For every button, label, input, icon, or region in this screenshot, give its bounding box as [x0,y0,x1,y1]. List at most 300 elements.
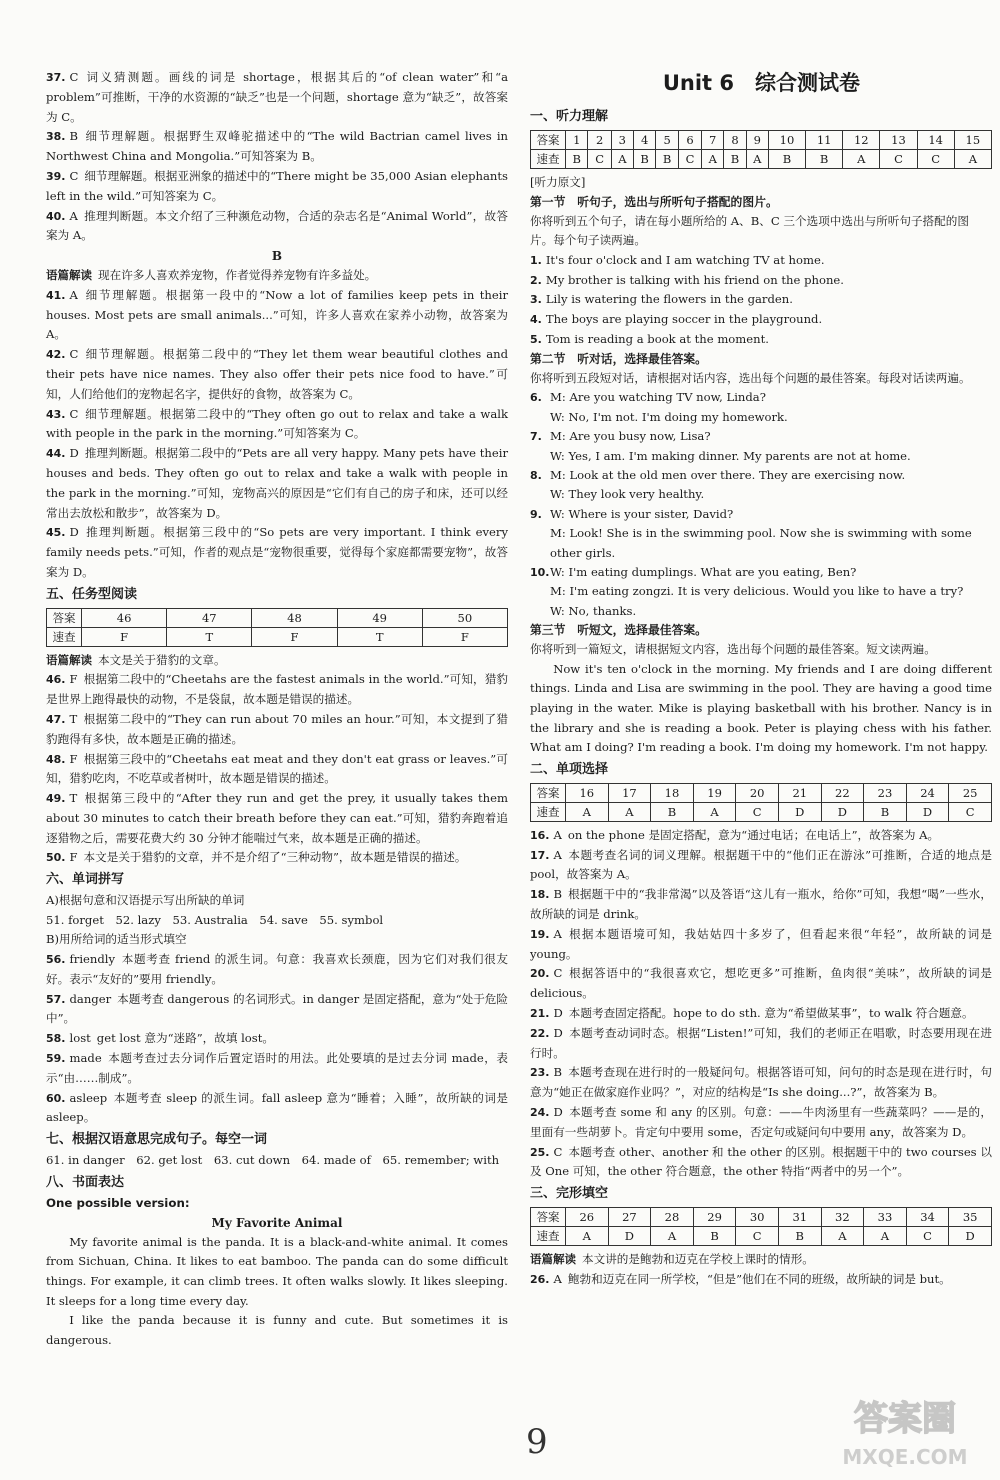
table-row-numbers [531,131,992,150]
item-number: 50. [46,851,66,865]
item-answer: A [69,208,78,223]
dialog-text: W: No, thanks. [550,603,637,618]
question-number-cell: 6 [678,131,701,150]
answer-cell: A [746,150,768,169]
dialog-line [530,388,992,407]
table-head-label: 速查 [47,627,82,646]
answer-item [46,670,508,710]
item-answer: danger [69,991,112,1006]
question-number-cell: 1 [566,131,588,150]
item-number: 24. [530,1105,550,1119]
answer-table [46,608,508,647]
answer-cell: D [608,1227,651,1246]
item-number: 57. [46,992,66,1006]
dialog-line [530,505,992,524]
section-heading: 七、根据汉语意思完成句子。每空一词 [46,1132,268,1148]
answer-item [46,167,508,207]
answer-cell: A [566,1227,609,1246]
dialog-text: M: Look! She is in the swimming pool. Now she is swimming with some other girls. [550,526,972,560]
table-row-answers [531,150,992,169]
table-head-label: 答案 [531,1208,566,1227]
answer-item [46,848,508,868]
part-b-heading: B [271,249,283,264]
transcript-sentence [530,251,992,271]
section-heading: 二、单项选择 [530,761,609,777]
answer-cell: D [778,802,821,821]
item-number: 7. [530,430,542,444]
question-number-cell: 20 [736,783,779,802]
item-explanation: 根据第三段中的“Cheetahs eat meat and they don't eat grass or leaves.”可知，猎豹吃肉，不吃草或者树叶，故本题是错误的描述。 [46,751,508,786]
item-number: 47. [46,712,66,726]
table-row-numbers [47,608,508,627]
part-instructions: 你将听到五个句子，请在每小题所给的 A、B、C 三个选项中选出与所听句子搭配的图片。每个句子读两遍。 [530,213,969,248]
intro-text: 本文是关于猎豹的文章。 [98,652,226,667]
question-number-cell: 28 [651,1208,694,1227]
passage-summary [46,266,508,286]
question-number-cell: 14 [917,131,954,150]
answer-cell: A [651,1227,694,1246]
question-number-cell: 26 [566,1208,609,1227]
item-explanation: 细节理解题。根据第一段中的“Now a lot of families keep pets in their houses. Most pets are small animals...”可知，许多人喜欢在家养小动物，故答案为 A。 [46,287,508,342]
item-number: 3. [530,293,542,307]
table-head-label: 速查 [531,1227,566,1246]
question-number-cell: 7 [702,131,724,150]
answer-cell: C [736,1227,779,1246]
table-head-label: 答案 [531,783,566,802]
question-number-cell: 2 [588,131,611,150]
answer-item [530,846,992,886]
item-answer: B [69,129,79,144]
answer-cell: A [821,1227,864,1246]
question-number-cell: 23 [864,783,907,802]
dialog-text: M: I'm eating zongzi. It is very delicious. Would you like to have a try? [550,584,964,599]
item-answer: C [69,168,79,183]
item-explanation: 本题考查名词的词义理解。根据题干中的“他们正在游泳”可推断，合适的地点是 pool，故答案为 A。 [530,847,992,882]
item-answer: C [69,406,79,421]
question-number-cell: 24 [906,783,949,802]
item-answer: D [553,1025,563,1040]
answer-table [530,1207,992,1246]
item-number: 40. [46,209,66,223]
item-number: 16. [530,828,550,842]
item-explanation: 根据第二段中的“Cheetahs are the fastest animals in the world.”可知，猎豹是世界上跑得最快的动物，不是袋鼠，故本题是错误的描述。 [46,672,508,707]
item-number: 9. [530,507,542,521]
answer-item [46,345,508,404]
passage-summary [46,651,508,671]
answer-item [46,789,508,848]
item-explanation: 本题考查 friend 的派生词。句意：我喜欢长颈鹿，因为它们对我们很友好。表示“友好的”要用 friendly。 [46,952,508,986]
intro-label: 语篇解读 [530,1252,576,1267]
question-number-cell: 16 [566,783,609,802]
item-explanation: get lost 意为“迷路”，故填 lost。 [96,1031,274,1046]
question-number-cell: 32 [821,1208,864,1227]
item-number: 49. [46,792,66,806]
answer-item [530,1270,992,1290]
item-answer: A [553,827,562,842]
table-row-answers [531,1227,992,1246]
answer-cell: B [806,150,843,169]
item-number: 19. [530,927,550,941]
item-explanation: 根据题干中的“我非常渴”以及答语“这儿有一瓶水，给你”可知，我想“喝”一些水，故所缺的词是 drink。 [530,887,992,921]
answer-item [46,405,508,445]
item-number: 23. [530,1066,550,1080]
item-number: 41. [46,288,66,302]
essay-title: My Favorite Animal [211,1215,343,1230]
dialog-line [530,408,992,427]
question-number-cell: 25 [949,783,992,802]
question-number-cell: 35 [949,1208,992,1227]
answer-cell: B [768,150,805,169]
section-heading: 一、听力理解 [530,109,609,124]
answer-cell: C [917,150,954,169]
item-answer: B [553,1065,563,1080]
item-explanation: 根据第二段中的“They can run about 70 miles an hour.”可知，本文提到了猎豹跑得有多快，故本题是正确的描述。 [46,711,508,746]
item-answer: F [69,672,78,687]
answer-cell: A [693,802,736,821]
item-number: 5. [530,332,542,346]
answer-cell: D [821,802,864,821]
item-answer: D [553,1005,563,1020]
answer-cell: D [949,1227,992,1246]
question-number-cell: 47 [167,608,252,627]
answer-item [530,1004,992,1024]
answer-cell: F [82,627,167,646]
answer-item [46,127,508,167]
question-number-cell: 22 [821,783,864,802]
item-number: 6. [530,391,542,405]
item-number: 42. [46,348,66,362]
subsection-heading: B)用所给词的适当形式填空 [46,932,187,947]
item-number: 20. [530,967,550,981]
intro-text: 现在许多人喜欢养宠物，作者觉得养宠物有许多益处。 [98,268,377,283]
essay-label: One possible version: [46,1195,190,1210]
answer-item [46,710,508,750]
item-number: 8. [530,468,542,482]
item-explanation: 本题考查动词时态。根据“Listen!”可知，我们的老师正在唱歌，时态要用现在进行时。 [530,1025,992,1060]
subsection-heading: A)根据句意和汉语提示写出所缺的单词 [46,893,245,908]
table-head-label: 速查 [531,802,566,821]
answer-item [46,990,508,1030]
answer-cell: F [422,627,507,646]
sentence-text: Tom is reading a book at the moment. [545,331,769,346]
answer-cell: B [651,802,694,821]
question-number-cell: 27 [608,1208,651,1227]
answer-cell: B [724,150,746,169]
answer-cell: B [566,150,588,169]
dialog-line [530,582,992,601]
dialog-text: M: Look at the old men over there. They are exercising now. [550,467,906,482]
answer-cell: C [949,802,992,821]
answer-item [530,1143,992,1183]
item-answer: C [553,1144,563,1159]
dialog-line [530,563,992,582]
question-number-cell: 46 [82,608,167,627]
item-explanation: 推理判断题。本文介绍了三种濒危动物，合适的杂志名是“Animal World”，故答案为 A。 [46,208,508,243]
dialog-line [530,602,992,621]
item-answer: A [553,847,562,862]
part-instructions: 你将听到一篇短文，请根据短文内容，选出每个问题的最佳答案。短文读两遍。 [530,642,936,657]
answer-item [46,750,508,790]
answer-cell: T [167,627,252,646]
item-answer: F [69,751,78,766]
answer-cell: A [566,802,609,821]
sentence-text: The boys are playing soccer in the playground. [545,312,823,327]
item-answer: T [69,711,78,726]
item-answer: C [69,347,79,362]
answer-table [530,783,992,822]
answer-item [46,1049,508,1089]
item-answer: D [69,525,79,540]
item-number: 22. [530,1026,550,1040]
answer-item [530,826,992,846]
part-instructions: 你将听到五段短对话，请根据对话内容，选出每个问题的最佳答案。每段对话读两遍。 [530,370,971,385]
dialog-text: M: Are you busy now, Lisa? [550,429,711,444]
right-column [530,68,992,1290]
dialog-line [530,466,992,485]
item-explanation: 本题考查固定搭配。hope to do sth. 意为“希望做某事”，to walk 符合题意。 [568,1005,974,1020]
answer-cell: C [736,802,779,821]
dialog-line [530,524,992,563]
item-explanation: 细节理解题。根据第二段中的“They often go out to relax and take a walk with people in the park in the morning.”可知答案为 C。 [46,406,508,441]
item-answer: F [69,850,78,865]
answer-item [46,286,508,345]
dialog-line [530,485,992,504]
item-explanation: 本题考查现在进行时的一般疑问句。根据答语可知，问句的时态是现在进行时，句意为“她正在做家庭作业吗？”，对应的结构是“Is she doing...?”，故答案为 B。 [530,1065,992,1100]
question-number-cell: 15 [954,131,991,150]
item-answer: D [553,1104,563,1119]
item-number: 59. [46,1052,66,1066]
item-number: 45. [46,526,66,540]
part-heading: 第二节 听对话，选择最佳答案。 [530,351,707,366]
intro-text: 本文讲的是鲍勃和迈克在学校上课时的情形。 [582,1252,814,1267]
answer-cell: F [252,627,337,646]
answer-cell: C [588,150,611,169]
table-head-label: 答案 [47,608,82,627]
answer-cell: B [656,150,678,169]
item-number: 4. [530,313,542,327]
item-explanation: 细节理解题。根据亚洲象的描述中的“There might be 35,000 Asian elephants left in the wild.”可知答案为 C。 [46,168,508,203]
answer-cell: A [611,150,633,169]
answer-cell: T [337,627,422,646]
answer-cell: D [906,802,949,821]
question-number-cell: 29 [693,1208,736,1227]
dialog-line [530,447,992,466]
section-heading: 五、任务型阅读 [46,586,138,602]
item-explanation: 根据第三段中的“After they run and get the prey, it usually takes them about 30 minutes to catch their breath before they can eat.”可知，猎豹奔跑着追逐猎物之后，需要花费大约 30 分钟才能喘过气来，故本题是正确的描述。 [46,791,508,845]
item-answer: asleep [69,1090,108,1105]
transcript-sentence [530,271,992,291]
answer-item [530,1024,992,1064]
answer-cell: B [864,802,907,821]
answer-item [530,885,992,925]
section-heading: 三、完形填空 [530,1186,609,1202]
item-number: 37. [46,71,66,84]
transcript-sentence [530,330,992,350]
table-head-label: 答案 [531,131,566,150]
item-answer: A [553,926,562,941]
dialog-text: W: No, I'm not. I'm doing my homework. [550,409,788,424]
answer-item [46,68,508,127]
question-number-cell: 4 [633,131,655,150]
item-explanation: 鲍勃和迈克在同一所学校，“但是”他们在不同的班级，故所缺的词是 but。 [567,1271,951,1286]
item-number: 18. [530,888,550,902]
answer-cell: A [864,1227,907,1246]
question-number-cell: 13 [880,131,917,150]
question-number-cell: 10 [768,131,805,150]
dialog-text: W: I'm eating dumplings. What are you eating, Ben? [550,565,857,580]
question-number-cell: 49 [337,608,422,627]
item-number: 1. [530,253,542,267]
svg-text:答案圈: 答案圈 [854,1399,956,1439]
part-heading: 第一节 听句子，选出与所听句子搭配的图片。 [530,194,778,209]
dialog-text: W: Where is your sister, David? [550,506,734,521]
item-number: 60. [46,1091,66,1105]
answer-cell: C [678,150,701,169]
item-explanation: 细节理解题。根据野生双峰驼描述中的“The wild Bactrian camel lives in Northwest China and Mongolia.”可知答案为 B。 [46,129,508,164]
item-explanation: 词义猜测题。画线的词是 shortage，根据其后的“of clean water”和“a problem”可推断，干净的水资源的“缺乏”也是一个问题，shortage 意为“缺乏”，故答案为 C。 [46,70,508,124]
unit-title: Unit 6 综合测试卷 [662,71,860,95]
question-number-cell: 30 [736,1208,779,1227]
answer-item [46,950,508,990]
answer-table [530,130,992,169]
transcript-sentence [530,290,992,310]
item-explanation: 推理判断题。根据第三段中的“So pets are very important. I think every family needs pets.”可知，作者的观点是“宠物很重要，觉得每个家庭都需要宠物”，故答案为 D。 [46,525,508,579]
answer-item [46,1089,508,1129]
dialog-text: W: They look very healthy. [550,487,705,502]
item-answer: lost [69,1031,91,1046]
sentence-text: It's four o'clock and I am watching TV at home. [545,252,825,267]
answer-line: 61. in danger 62. get lost 63. cut down 64. made of 65. remember; with [46,1153,500,1168]
watermark-text: MXQE.COM [842,1445,968,1469]
question-number-cell: 3 [611,131,633,150]
answer-cell: A [608,802,651,821]
item-number: 39. [46,169,66,183]
item-number: 48. [46,752,66,766]
item-number: 58. [46,1032,66,1046]
intro-label: 语篇解读 [46,652,92,667]
question-number-cell: 48 [252,608,337,627]
item-answer: made [69,1051,102,1066]
item-number: 43. [46,407,66,421]
item-number: 44. [46,447,66,461]
item-number: 46. [46,673,66,687]
question-number-cell: 9 [746,131,768,150]
question-number-cell: 11 [806,131,843,150]
answer-cell: C [880,150,917,169]
question-number-cell: 21 [778,783,821,802]
table-row-answers [47,627,508,646]
question-number-cell: 50 [422,608,507,627]
item-answer: T [69,791,78,806]
answer-cell: B [693,1227,736,1246]
answer-cell: B [633,150,655,169]
answer-item [530,1063,992,1103]
question-number-cell: 34 [906,1208,949,1227]
table-head-label: 速查 [531,150,566,169]
question-number-cell: 8 [724,131,746,150]
dialog-line [530,427,992,446]
answer-item [530,1103,992,1143]
table-row-numbers [531,783,992,802]
item-explanation: 本题考查 sleep 的派生词。fall asleep 意为“睡着；入睡”，故所缺的词是 asleep。 [46,1090,508,1125]
item-answer: A [553,1271,562,1286]
item-number: 56. [46,953,66,967]
dialog-text: W: Yes, I am. I'm making dinner. My parents are not at home. [550,448,911,463]
transcript-sentence [530,310,992,330]
item-explanation: 本题考查过去分词作后置定语时的用法。此处要填的是过去分词 made，表示“由……制成”。 [46,1051,508,1085]
intro-label: 语篇解读 [46,268,92,283]
item-number: 10. [530,566,550,580]
transcript-passage: Now it's ten o'clock in the morning. My friends and I are doing different things. Linda and Lisa are swimming in the pool. They are having a good time playing in the water. Mike is playing basketball with his brother. Nancy is in the library and she is reading a book. Peter is playing chess with his father. What am I doing? I'm reading a book. I'm doing my homework. I'm not happy. [530,661,992,755]
sentence-text: Lily is watering the flowers in the garden. [545,292,793,307]
item-number: 21. [530,1006,550,1020]
item-answer: friendly [69,952,116,967]
answer-item [46,207,508,247]
item-explanation: 本题考查 some 和 any 的区别。句意：——牛肉汤里有一些蔬菜吗？——是的，里面有一些胡萝卜。肯定句中要用 some，否定句或疑问句中要用 any，故答案为 D。 [530,1104,992,1139]
item-number: 26. [530,1272,550,1286]
answer-item [530,925,992,965]
answer-cell: A [843,150,880,169]
answer-item [530,964,992,1004]
page-number: 9 [526,1422,548,1462]
passage-summary [530,1250,992,1270]
item-number: 2. [530,273,542,287]
item-explanation: 推理判断题。根据第二段中的“Pets are all very happy. Many pets have their houses and beds. They often go out to relax and take a walk with people in the park in the morning.”可知，宠物高兴的原因是“它们有自己的房子和床，还可以经常出去放松和散步”，故答案为 D。 [46,446,508,520]
item-number: 25. [530,1145,550,1159]
table-row-numbers [531,1208,992,1227]
item-explanation: on the phone 是固定搭配，意为“通过电话；在电话上”，故答案为 A。 [567,827,940,842]
answer-item [46,523,508,582]
question-number-cell: 31 [778,1208,821,1227]
answer-cell: B [778,1227,821,1246]
item-answer: C [553,966,563,981]
item-answer: B [553,887,563,902]
item-explanation: 根据本题语境可知，我姑姑四十多岁了，但看起来很“年轻”，故所缺的词是 young。 [530,926,992,961]
item-explanation: 细节理解题。根据第二段中的“They let them wear beautiful clothes and their pets have nice names. They also offer their pets nice food to have.”可知，人们给他们的宠物起名字，提供好的食物，故答案为 C。 [46,347,508,401]
item-answer: D [69,446,79,461]
item-explanation: 根据答语中的“我很喜欢它，想吃更多”可推断，鱼肉很“美味”，故所缺的词是 delicious。 [530,966,992,1001]
item-explanation: 本文是关于猎豹的文章，并不是介绍了“三种动物”，故本题是错误的描述。 [83,850,467,865]
essay-paragraph: My favorite animal is the panda. It is a black-and-white animal. It comes from Sichuan, China. It likes to eat bamboo. The panda can do some difficult things. For example, it can climb trees. It often walks slowly. It likes sleeping. It sleeps for a long time every day. [46,1234,508,1308]
answer-cell: C [906,1227,949,1246]
question-number-cell: 19 [693,783,736,802]
sentence-text: My brother is talking with his friend on the phone. [545,272,844,287]
transcript-label: [听力原文] [530,175,586,189]
item-number: 38. [46,130,66,144]
question-number-cell: 33 [864,1208,907,1227]
item-answer: C [69,70,79,84]
item-number: 17. [530,848,550,862]
part-heading: 第三节 听短文，选择最佳答案。 [530,623,707,638]
answer-item [46,444,508,523]
question-number-cell: 12 [843,131,880,150]
answer-cell: A [954,150,991,169]
question-number-cell: 5 [656,131,678,150]
item-explanation: 本题考查 other、another 和 the other 的区别。根据题干中的 two courses 以及 One 可知，the other 符合题意，the other 特指“两者中的另一个”。 [530,1144,992,1179]
left-column [46,68,508,1350]
item-answer: A [69,287,78,302]
table-row-answers [531,802,992,821]
question-number-cell: 18 [651,783,694,802]
section-heading: 六、单词拼写 [46,872,125,888]
watermark-logo [820,1394,990,1474]
answer-cell: A [702,150,724,169]
answer-item [46,1029,508,1049]
question-number-cell: 17 [608,783,651,802]
dialog-text: M: Are you watching TV now, Linda? [550,390,766,405]
essay-paragraph: I like the panda because it is funny and cute. But sometimes it is dangerous. [46,1313,508,1347]
item-explanation: 本题考查 dangerous 的名词形式。in danger 是固定搭配，意为“处于危险中”。 [46,991,508,1026]
